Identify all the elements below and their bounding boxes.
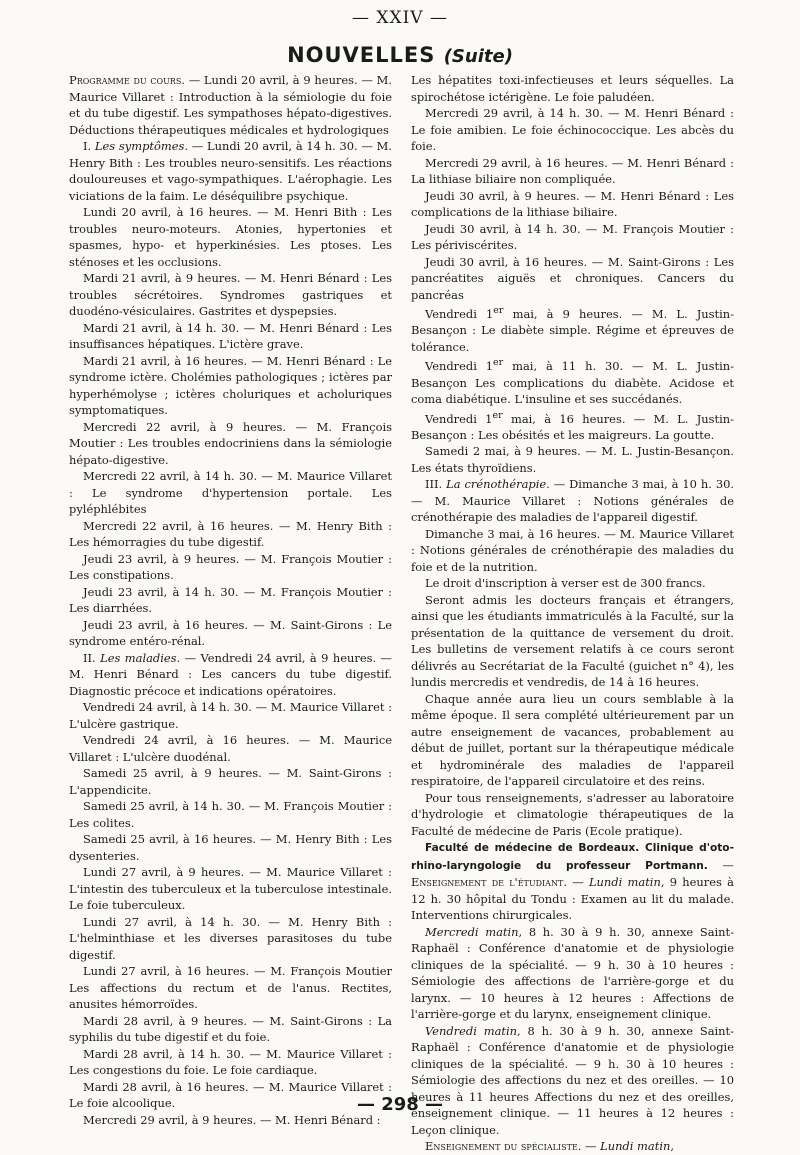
paragraph: I. Les symptômes. — Lundi 20 avril, à 14 h. 30. — M. Henry Bith : Les troubles neuro-sensitifs. Les réactions douloureuses et vago-sympathiques. L'aérophagie. Les viciations de la faim. Le déséquilibre psychique. (69, 139, 392, 203)
paragraph: III. La crénothérapie. — Dimanche 3 mai, à 10 h. 30. — M. Maurice Villaret : Notions générales de crénothérapie des maladies de l'appareil digestif. (411, 477, 735, 525)
paragraph: Samedi 2 mai, à 9 heures. — M. L. Justin-Besançon. Les états thyroïdiens. (411, 444, 734, 475)
page-number: — 298 — (356, 1094, 444, 1115)
paragraph: Samedi 25 avril, à 16 heures. — M. Henry Bith : Les dysenteries. (69, 832, 392, 863)
paragraph: Mardi 28 avril, à 9 heures. — M. Saint-Girons : La syphilis du tube digestif et du foie. (69, 1013, 392, 1044)
paragraph: Mercredi 29 avril, à 9 heures. — M. Henri Bénard : (83, 1112, 381, 1127)
paragraph: Mardi 21 avril, à 14 h. 30. — M. Henri Bénard : Les insuffisances hépatiques. L'ictère grave. (69, 320, 392, 351)
paragraph: Mercredi 22 avril, à 9 heures. — M. François Moutier : Les troubles endocriniens dans la sémiologie hépato-digestive. (69, 419, 392, 467)
paragraph: Seront admis les docteurs français et étrangers, ainsi que les étudiants immatriculés à la Faculté, sur la présentation de la quittance de versement du droit. Les bulletins de versement relatifs à ce cours seront délivrés au Secrétariat de la Faculté (guichet n° 4), les lundis mercredis et vendredis, de 14 à 16 heures. (411, 592, 734, 690)
paragraph: Jeudi 23 avril, à 16 heures. — M. Saint-Girons : Le syndrome entéro-rénal. (69, 617, 392, 648)
paragraph: Vendredi 24 avril, à 14 h. 30. — M. Maurice Villaret : L'ulcère gastrique. (69, 700, 392, 731)
paragraph: Mardi 21 avril, à 9 heures. — M. Henri Bénard : Les troubles sécrétoires. Syndromes gastriques et duodéno-vésiculaires. Gastrites et dyspepsies. (69, 271, 392, 318)
paragraph: Mercredi 29 avril, à 14 h. 30. — M. Henri Bénard : Le foie amibien. Le foie échinococcique. Les abcès du foie. (411, 106, 734, 153)
paragraph: Lundi 27 avril, à 9 heures. — M. Maurice Villaret : L'intestin des tuberculeux et la tuberculose intestinale. Le foie tuberculeux. (69, 865, 392, 912)
paragraph: Mercredi matin, 8 h. 30 à 9 h. 30, annexe Saint-Raphaël : Conférence d'anatomie et de physiologie cliniques de la spécialité. — 9 h. 30 à 10 heures : Sémiologie des affections de l'arrière-gorge et du larynx. — 10 heures à 12 heures : Affections de l'arrière-gorge et du larynx, enseignement clinique. (411, 924, 734, 1022)
paragraph: Mercredi 22 avril, à 16 heures. — M. Henry Bith : Les hémorragies du tube digestif. (69, 518, 392, 549)
paragraph: Vendredi 1er mai, à 11 h. 30. — M. L. Justin-Besançon Les complications du diabète. Acidose et coma diabétique. L'insuline et ses succédanés. (411, 357, 734, 407)
page-title (0, 43, 800, 67)
title-suite: (Suite) (443, 46, 513, 67)
paragraph: Vendredi 1er mai, à 9 heures. — M. L. Justin-Besançon : Le diabète simple. Régime et épreuves de tolérance. (411, 305, 735, 354)
paragraph: Vendredi 24 avril, à 16 heures. — M. Maurice Villaret : L'ulcère duodénal. (69, 733, 392, 764)
paragraph: Pour tous renseignements, s'adresser au laboratoire d'hydrologie et climatologie thérapeutiques de la Faculté de médecine de Paris (Ecole pratique). (411, 790, 734, 838)
paragraph: Programme du cours. — Lundi 20 avril, à 9 heures. — M. Maurice Villaret : Introduction à la sémiologie du foie et du tube digestif. Les sympathoses hépato-digestives. Déductions thérapeutiques médicales et hydrologiques (69, 73, 392, 137)
paragraph: Lundi 27 avril, à 14 h. 30. — M. Henry Bith : L'helminthiase et les diverses parasitoses du tube digestif. (69, 914, 392, 962)
paragraph: Vendredi matin, 8 h. 30 à 9 h. 30, annexe Saint-Raphaël : Conférence d'anatomie et de physiologie cliniques de la spécialité. — 9 h. 30 à 10 heures : Sémiologie des affections du nez et des oreilles. — 10 heures à 11 heures Affections du nez et des oreilles, enseignement clinique. — 11 heures à 12 heures : Leçon clinique. (411, 1023, 734, 1137)
left-column (69, 72, 392, 1128)
paragraph: Vendredi 1er mai, à 16 heures. — M. L. Justin-Besançon : Les obésités et les maigreurs. La goutte. (411, 409, 734, 442)
paragraph: Jeudi 30 avril, à 9 heures. — M. Henri Bénard : Les complications de la lithiase biliaire. (411, 188, 734, 219)
right-column (411, 72, 734, 1155)
paragraph: II. Les maladies. — Vendredi 24 avril, à 9 heures. — M. Henri Bénard : Les cancers du tube digestif. Diagnostic précoce et indications opératoires. (69, 650, 392, 698)
paragraph: Samedi 25 avril, à 9 heures. — M. Saint-Girons : L'appendicite. (69, 766, 392, 797)
paragraph: Faculté de médecine de Bordeaux. Clinique d'oto-rhino-laryngologie du professeur Portmann. — Enseignement de l'étudiant. — Lundi matin, 9 heures à 12 h. 30 hôpital du Tondu : Examen au lit du malade. Interventions chirurgicales. (411, 842, 735, 923)
page-roman-numeral: — XXIV — (351, 8, 448, 28)
paragraph: Le droit d'inscription à verser est de 300 francs. (425, 576, 706, 591)
paragraph: Jeudi 30 avril, à 16 heures. — M. Saint-Girons : Les pancréatites aiguës et chroniques. Cancers du pancréas (411, 254, 734, 302)
paragraph: Jeudi 23 avril, à 9 heures. — M. François Moutier : Les constipations. (69, 551, 392, 582)
title-main: NOUVELLES (287, 43, 436, 67)
paragraph: Mardi 28 avril, à 14 h. 30. — M. Maurice Villaret : Les congestions du foie. Le foie cardiaque. (69, 1046, 392, 1077)
paragraph: Samedi 25 avril, à 14 h. 30. — M. François Moutier : Les colites. (69, 799, 392, 830)
paragraph: Enseignement du spécialiste. — Lundi matin, (425, 1139, 674, 1154)
paragraph: Jeudi 30 avril, à 14 h. 30. — M. François Moutier : Les périviscérites. (411, 221, 734, 252)
paragraph: Chaque année aura lieu un cours semblable à la même époque. Il sera complété ultérieurement par un autre enseignement de vacances, probablement au début de juillet, portant sur la thérapeutique médicale et hydrominérale des maladies de l'appareil respiratoire, de l'appareil circulatoire et des reins. (411, 691, 734, 789)
paragraph: Mercredi 22 avril, à 14 h. 30. — M. Maurice Villaret : Le syndrome d'hypertension portale. Les pyléphlébites (69, 469, 392, 516)
paragraph: Mardi 21 avril, à 16 heures. — M. Henri Bénard : Le syndrome ictère. Cholémies pathologiques ; ictères par hyperhémolyse ; ictères choluriques et acholuriques symptomatiques. (69, 353, 392, 417)
paragraph: Jeudi 23 avril, à 14 h. 30. — M. François Moutier : Les diarrhées. (69, 584, 392, 615)
paragraph: Les hépatites toxi-infectieuses et leurs séquelles. La spirochétose ictérigène. Le foie paludéen. (411, 73, 734, 104)
paragraph: Mercredi 29 avril, à 16 heures. — M. Henri Bénard : La lithiase biliaire non compliquée. (411, 155, 734, 186)
paragraph: Lundi 20 avril, à 16 heures. — M. Henri Bith : Les troubles neuro-moteurs. Atonies, hypertonies et spasmes, hypo- et hyperkinésies. Les ptoses. Les sténoses et les occlusions. (69, 205, 392, 269)
paragraph: Mardi 28 avril, à 16 heures. — M. Maurice Villaret : Le foie alcoolique. (69, 1079, 392, 1110)
paragraph: Dimanche 3 mai, à 16 heures. — M. Maurice Villaret : Notions générales de crénothérapie des maladies du foie et de la nutrition. (411, 526, 734, 574)
paragraph: Lundi 27 avril, à 16 heures. — M. François Moutier Les affections du rectum et de l'anus. Rectites, anusites hémorroïdes. (69, 964, 392, 1011)
